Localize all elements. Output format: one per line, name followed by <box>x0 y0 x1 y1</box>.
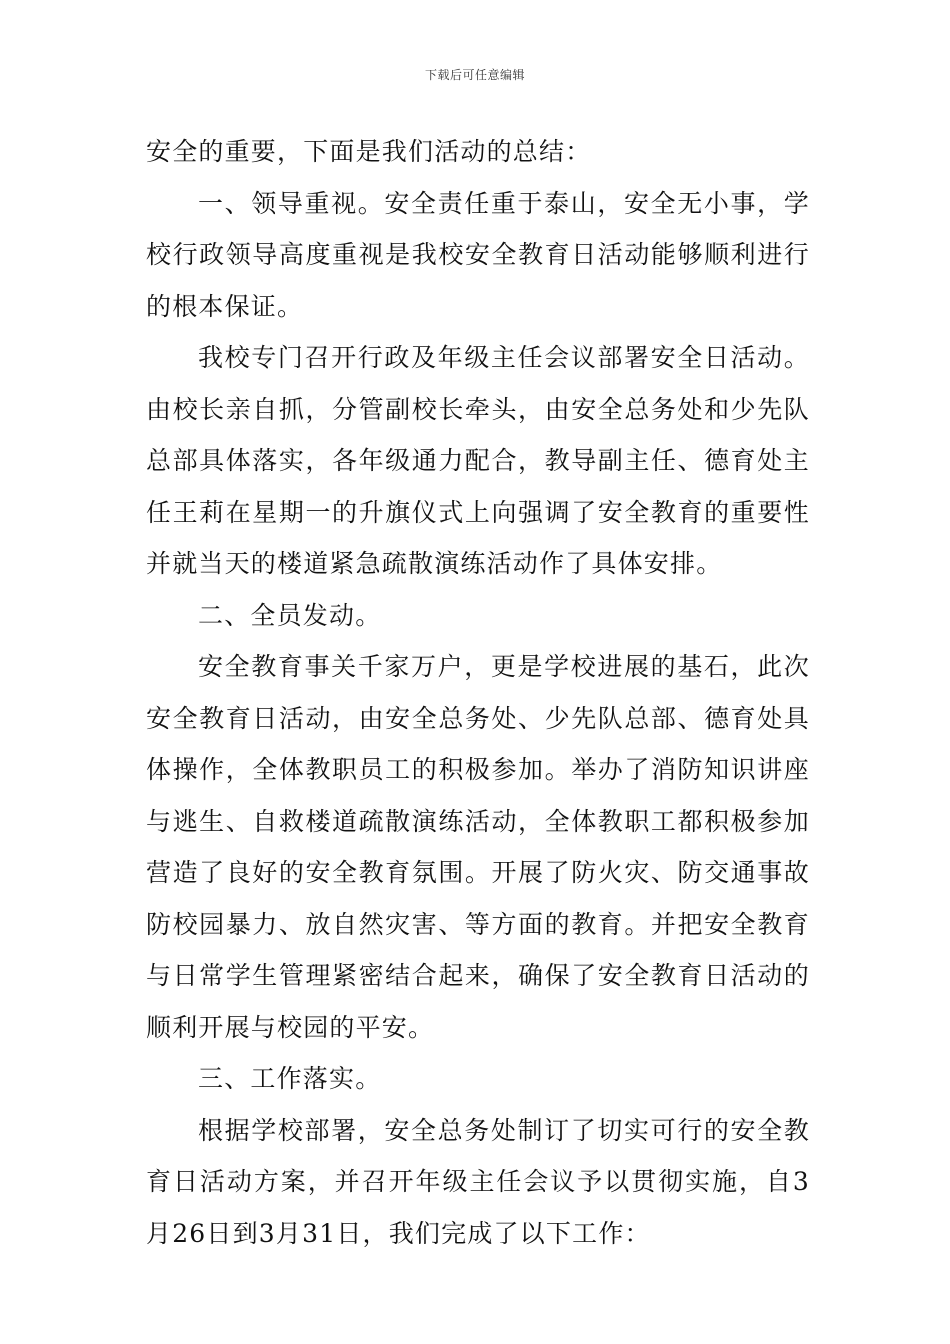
paragraph-implementation: 根据学校部署，安全总务处制订了切实可行的安全教育日活动方案，并召开年级主任会议予以贯彻实施，自3月26日到3月31日，我们完成了以下工作： <box>146 1115 810 1248</box>
document-body <box>146 126 810 1259</box>
section-heading-mobilization: 二、全员发动。 <box>198 600 382 630</box>
paragraph-mobilization: 安全教育事关千家万户，更是学校进展的基石，此次安全教育日活动，由安全总务处、少先队总部、德育处具体操作，全体教职员工的积极参加。举办了消防知识讲座与逃生、自救楼道疏散演练活动，全体教职工都积极参加营造了良好的安全教育氛围。开展了防火灾、防交通事故防校园暴力、放自然灾害、等方面的教育。并把安全教育与日常学生管理紧密结合起来，确保了安全教育日活动的顺利开展与校园的平安。 <box>146 652 810 1042</box>
paragraph-meeting: 我校专门召开行政及年级主任会议部署安全日活动。由校长亲自抓，分管副校长牵头，由安全总务处和少先队总部具体落实，各年级通力配合，教导副主任、德育处主任王莉在星期一的升旗仪式上向强调了安全教育的重要性并就当天的楼道紧急疏散演练活动作了具体安排。 <box>146 343 810 578</box>
section-heading-implementation: 三、工作落实。 <box>198 1064 382 1093</box>
paragraph-intro-line: 安全的重要，下面是我们活动的总结： <box>146 137 592 166</box>
paragraph-leadership: 一、领导重视。安全责任重于泰山，安全无小事，学校行政领导高度重视是我校安全教育日活动能够顺利进行的根本保证。 <box>146 188 810 321</box>
header-note: 下载后可任意编辑 <box>424 68 525 82</box>
